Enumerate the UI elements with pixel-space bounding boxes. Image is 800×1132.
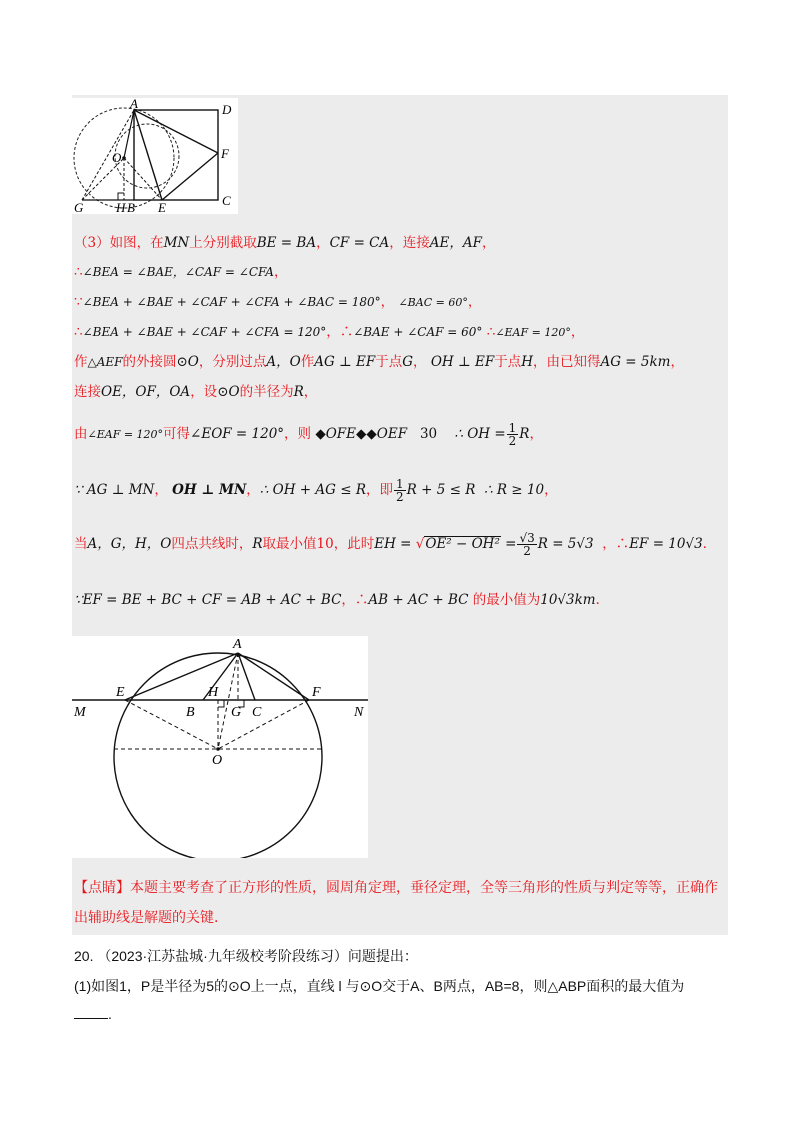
solution-line-5: 作△AEF的外接圆⊙O，分别过点A，O作AG ⊥ EF于点G， OH ⊥ EF于点H，由已知得AG = 5km， xyxy=(74,354,684,370)
label-a2: A xyxy=(233,637,242,652)
answer-blank[interactable] xyxy=(74,1006,108,1019)
label-h: H xyxy=(116,200,126,214)
solution-line-3: ∵∠BEA + ∠BAE + ∠CAF + ∠CFA + ∠BAC = 180°， ∠BAC = 60°， xyxy=(74,294,482,310)
figure-circle-line xyxy=(72,636,368,858)
label-b: B xyxy=(127,200,135,214)
question-answer-line: . xyxy=(74,1006,112,1022)
solution-line-6: 连接OE，OF，OA，设⊙O的半径为R， xyxy=(74,384,318,400)
label-c: C xyxy=(222,193,231,208)
solution-line-9: 当A，G，H，O四点共线时，R取最小值10，此时EH = √OE² − OH² = $\frac{√3}{2}$ R = 5√3 ，∴EF = 10√3． xyxy=(74,531,717,558)
question-part-1: (1)如图1，P是半径为5的⊙O上一点，直线 l 与⊙O交于A、B两点，AB=8，则△ABP面积的最大值为 xyxy=(74,978,685,994)
label-g: G xyxy=(74,200,84,214)
label-o2: O xyxy=(212,753,223,768)
key-point-line-1: 【点睛】本题主要考查了正方形的性质，圆周角定理，垂径定理，全等三角形的性质与判定等等，正确作 xyxy=(74,880,718,896)
solution-line-10: ∵EF = BE + BC + CF = AB + AC + BC，∴AB + AC + BC 的最小值为10√3km． xyxy=(74,592,610,608)
label-m: M xyxy=(74,705,86,720)
label-g2: G xyxy=(231,705,242,720)
label-c2: C xyxy=(252,705,262,720)
label-n: N xyxy=(354,705,364,720)
label-f2: F xyxy=(312,685,321,700)
key-point-line-2: 出辅助线是解题的关键. xyxy=(74,910,219,926)
label-b2: B xyxy=(186,705,195,720)
figure-square-circle xyxy=(72,98,238,214)
label-e2: E xyxy=(116,685,125,700)
label-e: E xyxy=(158,200,166,214)
label-f: F xyxy=(221,146,229,161)
label-h2: H xyxy=(208,685,219,700)
label-d: D xyxy=(222,102,232,117)
question-header: 20. （2023·江苏盐城·九年级校考阶段练习）问题提出： xyxy=(74,948,418,964)
label-a: A xyxy=(130,98,138,111)
solution-line-7: 由∠EAF = 120°可得∠EOF = 120°，则 ◆OFE◆◆OEF 30 ∴ OH = $\frac{1}{2}$ R， xyxy=(74,421,543,448)
solution-line-2: ∴∠BEA = ∠BAE，∠CAF = ∠CFA， xyxy=(74,264,288,280)
label-o: O xyxy=(112,150,122,165)
solution-line-4: ∴∠BEA + ∠BAE + ∠CAF + ∠CFA = 120°，∴∠BAE + ∠CAF = 60° ∴∠EAF = 120°， xyxy=(74,324,585,340)
solution-line-1: （3）如图，在MN上分别截取BE = BA，CF = CA，连接AE，AF， xyxy=(74,235,496,251)
solution-line-8: ∵ AG ⊥ MN， OH ⊥ MN，∴ OH + AG ≤ R，即 $\frac{1}{2}$ R + 5 ≤ R ∴ R ≥ 10， xyxy=(74,477,558,504)
